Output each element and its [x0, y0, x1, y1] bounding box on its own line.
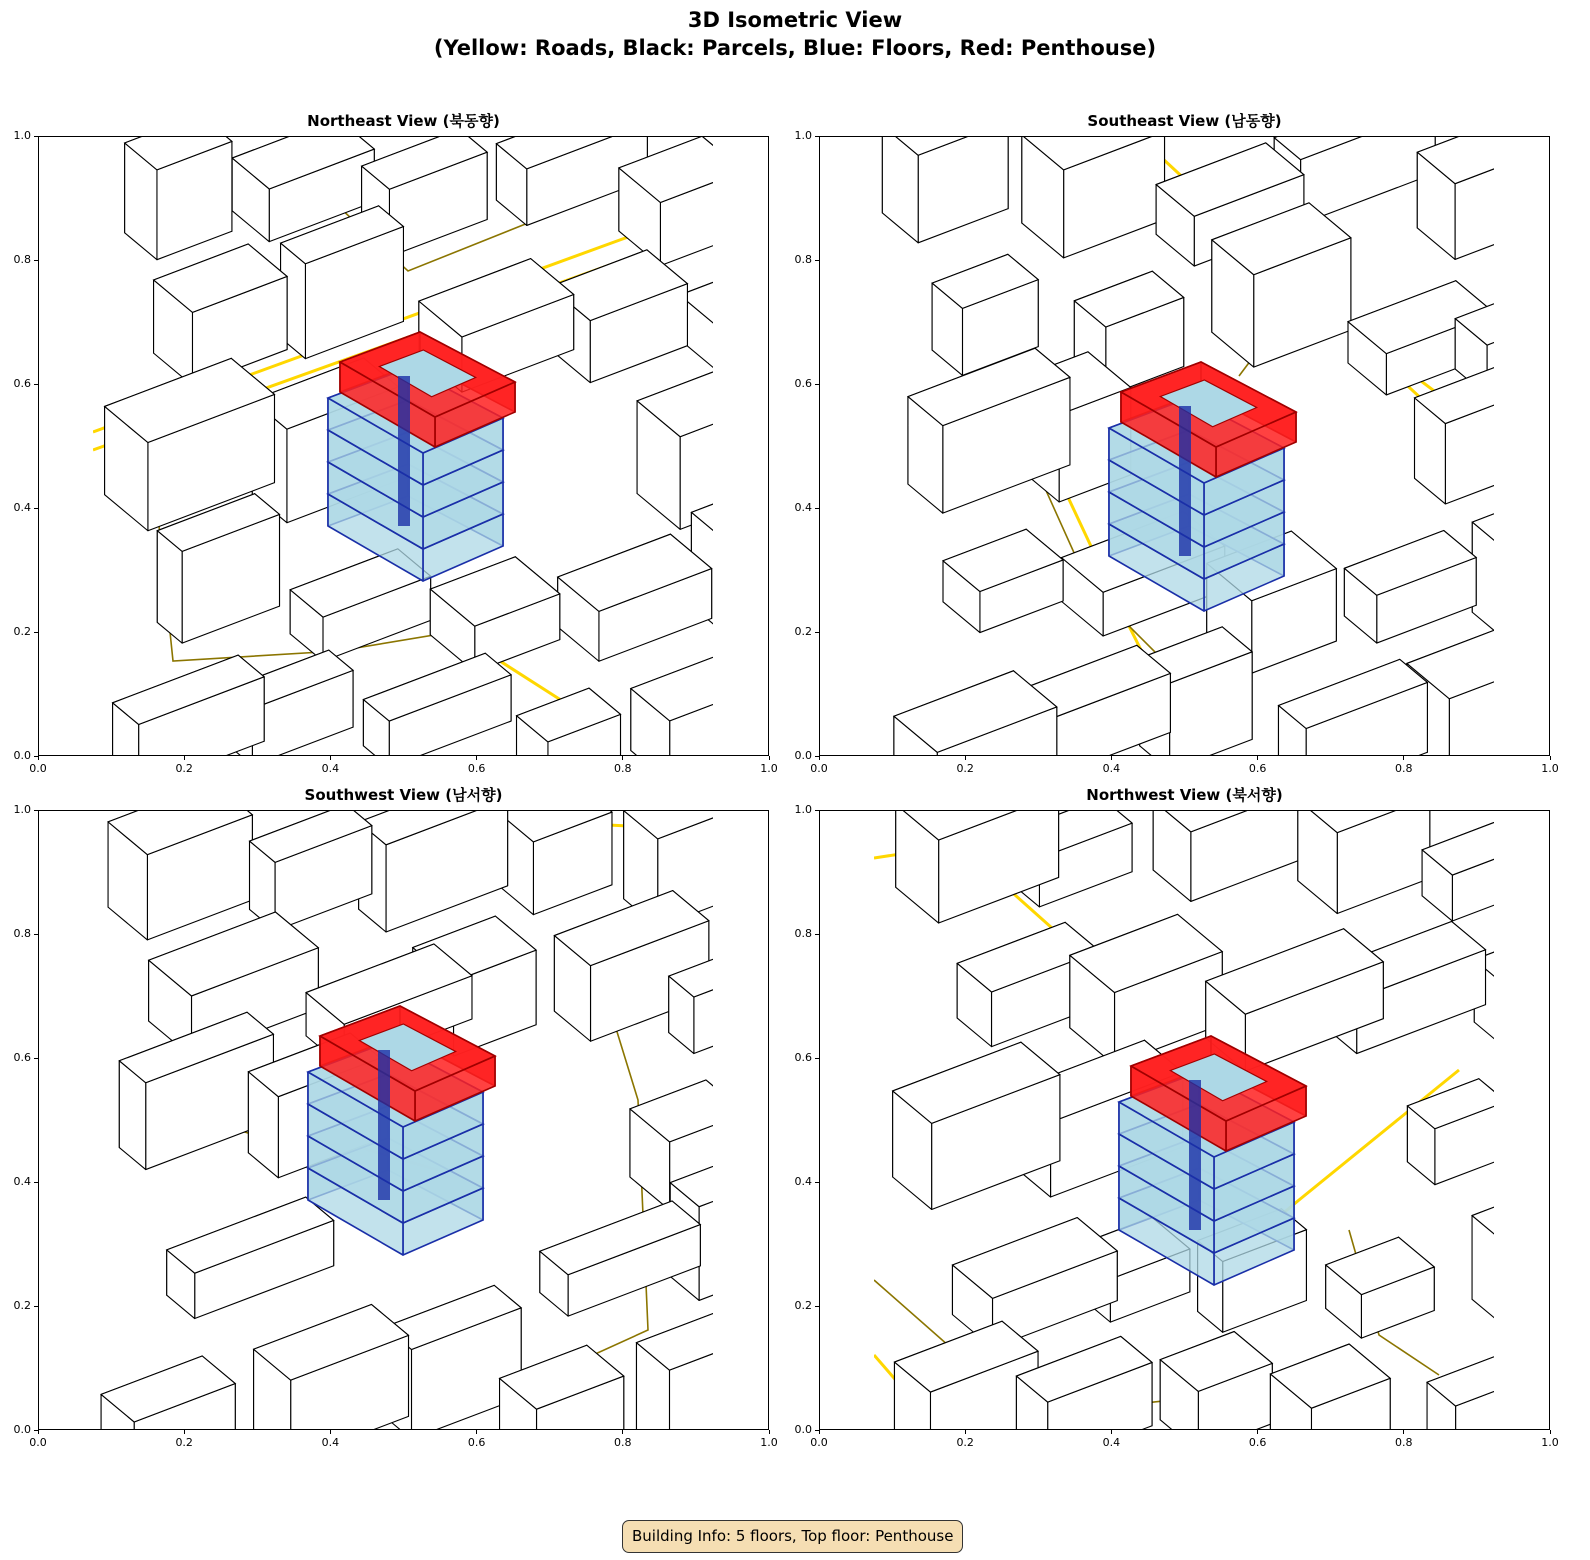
y-tick-label: 0.0 [794, 749, 812, 762]
y-tick-mark [34, 632, 38, 633]
y-tick-mark [34, 756, 38, 757]
y-tick-mark [815, 756, 819, 757]
parcel-building-face [734, 1306, 767, 1428]
parcel-building [1298, 810, 1430, 914]
parcel-building [250, 810, 372, 931]
y-tick-label: 0.0 [13, 749, 31, 762]
y-tick-mark [34, 934, 38, 935]
parcel-building-face [722, 368, 765, 496]
x-tick-label: 0.6 [1248, 762, 1267, 775]
x-tick-mark [184, 1430, 185, 1434]
y-tick-mark [34, 1430, 38, 1431]
parcel-building-face [1487, 293, 1550, 395]
x-tick-label: 0.4 [321, 1436, 340, 1449]
parcel-building [517, 688, 621, 756]
parcel-building [943, 529, 1063, 632]
y-tick-label: 1.0 [794, 129, 812, 142]
x-tick-mark [965, 756, 966, 760]
parcel-building [896, 810, 1059, 923]
y-tick-label: 0.8 [13, 927, 31, 940]
y-tick-mark [34, 1058, 38, 1059]
y-tick-label: 0.8 [13, 253, 31, 266]
x-tick-label: 0.6 [467, 762, 486, 775]
figure-title [0, 6, 1590, 62]
y-tick-label: 0.6 [13, 1051, 31, 1064]
parcel-building [1278, 659, 1427, 756]
core-shaft [1179, 406, 1191, 556]
parcel-building [1472, 1185, 1550, 1322]
y-tick-label: 0.2 [794, 625, 812, 638]
core-shaft [378, 1050, 390, 1200]
x-tick-label: 0.0 [810, 762, 828, 775]
parcel-building [1022, 136, 1165, 258]
y-tick-mark [815, 1182, 819, 1183]
parcel-building [359, 810, 508, 932]
panel-title-northeast: Northeast View (북동향) [307, 112, 500, 130]
y-tick-label: 0.6 [794, 1051, 812, 1064]
x-tick-label: 0.4 [1102, 1436, 1121, 1449]
parcel-building-face [745, 810, 769, 881]
x-tick-mark [1111, 1430, 1112, 1434]
x-tick-mark [1111, 756, 1112, 760]
y-tick-mark [34, 1182, 38, 1183]
parcel-building [1422, 810, 1550, 921]
parcel-building [952, 1218, 1117, 1348]
y-tick-mark [815, 934, 819, 935]
parcel-building-face [1503, 627, 1545, 742]
parcel-building [490, 810, 612, 915]
y-tick-mark [815, 1306, 819, 1307]
x-tick-mark [819, 1430, 820, 1434]
x-tick-label: 0.2 [175, 762, 193, 775]
parcel-building [167, 1197, 334, 1318]
parcel-building [1270, 1344, 1390, 1430]
y-tick-mark [815, 508, 819, 509]
y-tick-label: 0.2 [13, 1299, 31, 1312]
parcel-building [113, 655, 265, 756]
x-tick-mark [769, 1430, 770, 1434]
y-tick-mark [815, 260, 819, 261]
x-tick-label: 1.0 [1541, 762, 1559, 775]
parcel-building [1160, 1332, 1272, 1430]
y-tick-label: 0.2 [794, 1299, 812, 1312]
parcel-building [1455, 267, 1550, 396]
parcel-building-face [918, 136, 1008, 243]
parcel-building-face [748, 1153, 769, 1271]
x-tick-label: 0.8 [1395, 1436, 1413, 1449]
parcel-building [430, 557, 559, 672]
x-tick-mark [184, 756, 185, 760]
y-tick-mark [34, 260, 38, 261]
parcel-building-face [716, 480, 769, 626]
building-info-box: Building Info: 5 floors, Top floor: Penthouse [622, 1520, 963, 1553]
x-tick-label: 0.4 [321, 762, 340, 775]
parcel-building [882, 136, 1008, 243]
parcel-building-face [718, 296, 769, 372]
parcel-building-face [882, 136, 918, 243]
y-tick-label: 0.4 [13, 1175, 31, 1188]
x-tick-mark [1257, 756, 1258, 760]
axes-southeast [819, 136, 1550, 756]
x-tick-label: 0.4 [1102, 762, 1121, 775]
parcel-building [101, 1356, 235, 1430]
y-tick-mark [815, 1058, 819, 1059]
y-tick-label: 0.2 [13, 625, 31, 638]
y-tick-label: 0.0 [13, 1423, 31, 1436]
y-tick-label: 0.8 [794, 253, 812, 266]
y-tick-label: 0.4 [794, 501, 812, 514]
x-tick-mark [330, 1430, 331, 1434]
scene-southeast [819, 136, 1550, 756]
y-tick-mark [34, 508, 38, 509]
parcel-building-face [1512, 1350, 1541, 1430]
core-shaft [1189, 1080, 1201, 1230]
parcel-building [680, 263, 769, 371]
x-tick-mark [476, 1430, 477, 1434]
x-tick-mark [1550, 756, 1551, 760]
x-tick-mark [476, 756, 477, 760]
parcel-building [540, 1201, 700, 1316]
x-tick-label: 0.2 [956, 762, 974, 775]
x-tick-label: 0.0 [810, 1436, 828, 1449]
y-tick-label: 0.4 [13, 501, 31, 514]
x-tick-label: 0.8 [614, 762, 632, 775]
axes-northwest [819, 810, 1550, 1430]
x-tick-label: 0.8 [1395, 762, 1413, 775]
parcel-building [558, 534, 712, 661]
x-tick-mark [330, 756, 331, 760]
panel-title-northwest: Northwest View (북서향) [1086, 786, 1283, 804]
parcel-building-face [1498, 498, 1550, 634]
x-tick-mark [1550, 1430, 1551, 1434]
x-tick-mark [622, 1430, 623, 1434]
x-tick-label: 1.0 [760, 762, 778, 775]
x-tick-mark [38, 756, 39, 760]
parcel-building [125, 136, 232, 260]
y-tick-label: 1.0 [794, 803, 812, 816]
y-tick-mark [815, 384, 819, 385]
parcel-building [1417, 136, 1550, 259]
x-tick-label: 1.0 [1541, 1436, 1559, 1449]
y-tick-label: 0.6 [794, 377, 812, 390]
parcel-building [636, 1306, 766, 1430]
x-tick-mark [622, 756, 623, 760]
y-tick-label: 1.0 [13, 803, 31, 816]
y-tick-mark [815, 1430, 819, 1431]
x-tick-label: 0.6 [1248, 1436, 1267, 1449]
x-tick-label: 0.2 [175, 1436, 193, 1449]
parcel-building [631, 636, 769, 756]
axes-northeast [38, 136, 769, 756]
figure-title-line2: (Yellow: Roads, Black: Parcels, Blue: Floors, Red: Penthouse) [433, 36, 1157, 60]
parcel-building [894, 671, 1057, 756]
scene-northwest [819, 810, 1550, 1430]
parcel-building-face [1514, 954, 1550, 1055]
x-tick-mark [1257, 1430, 1258, 1434]
panel-title-southeast: Southeast View (남동향) [1087, 112, 1282, 130]
core-shaft [398, 376, 410, 526]
x-tick-mark [1403, 756, 1404, 760]
y-tick-mark [34, 384, 38, 385]
parcel-building-face [1499, 1208, 1550, 1322]
figure-title-line1: 3D Isometric View [687, 8, 903, 32]
scene-southwest [38, 810, 769, 1430]
x-tick-mark [819, 756, 820, 760]
x-tick-mark [965, 1430, 966, 1434]
parcel-building-face [1527, 810, 1550, 881]
y-tick-mark [815, 810, 819, 811]
x-tick-label: 0.6 [467, 1436, 486, 1449]
parcel-building [254, 1304, 409, 1430]
x-tick-label: 0.8 [614, 1436, 632, 1449]
parcel-building [1344, 531, 1476, 644]
parcel-building [1326, 1237, 1434, 1338]
x-tick-mark [769, 756, 770, 760]
parcel-building [1427, 1350, 1541, 1430]
parcel-building [1472, 477, 1550, 634]
x-tick-label: 1.0 [760, 1436, 778, 1449]
axes-southwest [38, 810, 769, 1430]
panel-title-southwest: Southwest View (남서향) [304, 786, 503, 804]
x-tick-mark [38, 1430, 39, 1434]
x-tick-label: 0.0 [29, 1436, 47, 1449]
parcel-building [363, 653, 511, 756]
parcel-building [108, 810, 252, 940]
y-tick-label: 0.8 [794, 927, 812, 940]
parcel-building [1407, 1079, 1506, 1185]
parcel-building-face [768, 636, 769, 730]
scene-northeast [38, 136, 769, 756]
y-tick-mark [34, 136, 38, 137]
parcel-building [637, 368, 765, 529]
y-tick-mark [34, 1306, 38, 1307]
parcel-building-face [1472, 1216, 1499, 1323]
x-tick-label: 0.2 [956, 1436, 974, 1449]
parcel-building-face [1495, 367, 1526, 473]
x-tick-label: 0.0 [29, 762, 47, 775]
y-tick-label: 1.0 [13, 129, 31, 142]
parcel-building-face [763, 263, 769, 340]
y-tick-label: 0.0 [794, 1423, 812, 1436]
y-tick-label: 0.4 [794, 1175, 812, 1188]
y-tick-mark [815, 136, 819, 137]
y-tick-mark [815, 632, 819, 633]
x-tick-mark [1403, 1430, 1404, 1434]
y-tick-mark [34, 810, 38, 811]
y-tick-label: 0.6 [13, 377, 31, 390]
